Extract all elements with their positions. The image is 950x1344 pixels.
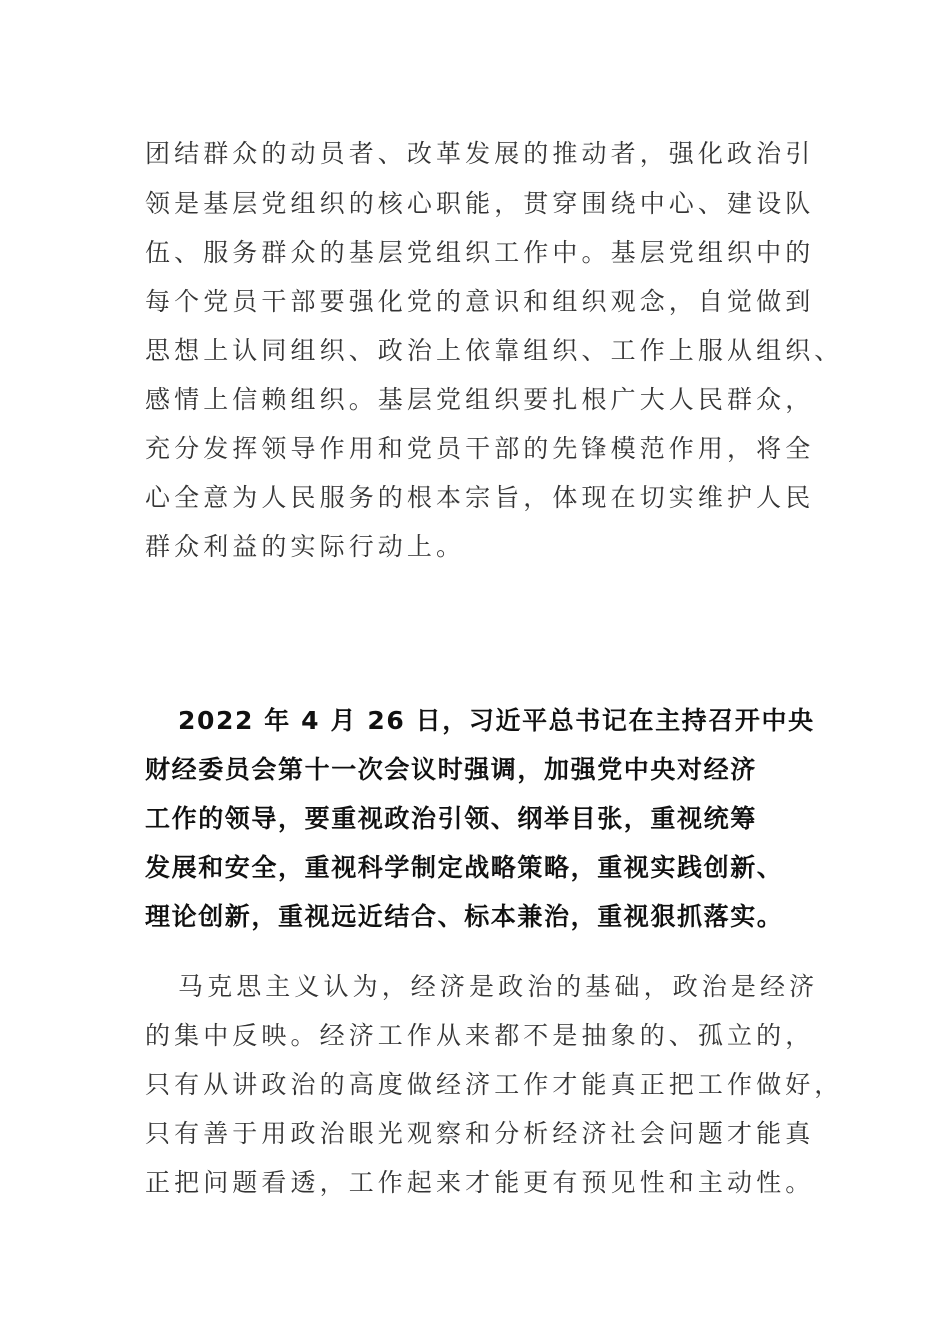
text-line: 思想上认同组织、政治上依靠组织、工作上服从组织、 (145, 336, 844, 365)
text-line: 每个党员干部要强化党的意识和组织观念，自觉做到 (145, 287, 815, 316)
text-line: 充分发挥领导作用和党员干部的先锋模范作用，将全 (145, 434, 815, 463)
text-line: 马克思主义认为，经济是政治的基础，政治是经济 (178, 972, 819, 1001)
text-line: 感情上信赖组织。基层党组织要扎根广大人民群众， (145, 385, 815, 414)
text-line: 只有从讲政治的高度做经济工作才能真正把工作做好， (145, 1070, 844, 1099)
text-line: 的集中反映。经济工作从来都不是抽象的、孤立的， (145, 1021, 815, 1050)
text-line: 心全意为人民服务的根本宗旨，体现在切实维护人民 (145, 483, 815, 512)
text-line: 发展和安全，重视科学制定战略策略，重视实践创新、 (145, 853, 784, 882)
text-line: 领是基层党组织的核心职能，贯穿围绕中心、建设队 (145, 189, 815, 218)
text-line: 财经委员会第十一次会议时强调，加强党中央对经济 (145, 755, 757, 784)
text-line: 正把问题看透，工作起来才能更有预见性和主动性。 (145, 1168, 815, 1197)
text-line: 2022 年 4 月 26 日，习近平总书记在主持召开中央 (178, 706, 815, 735)
text-line: 伍、服务群众的基层党组织工作中。基层党组织中的 (145, 238, 815, 267)
text-line: 群众利益的实际行动上。 (145, 532, 466, 561)
text-line: 理论创新，重视远近结合、标本兼治，重视狠抓落实。 (145, 902, 784, 931)
text-line: 团结群众的动员者、改革发展的推动者，强化政治引 (145, 139, 815, 168)
text-line: 只有善于用政治眼光观察和分析经济社会问题才能真 (145, 1119, 815, 1148)
text-line: 工作的领导，要重视政治引领、纲举目张，重视统筹 (145, 804, 757, 833)
